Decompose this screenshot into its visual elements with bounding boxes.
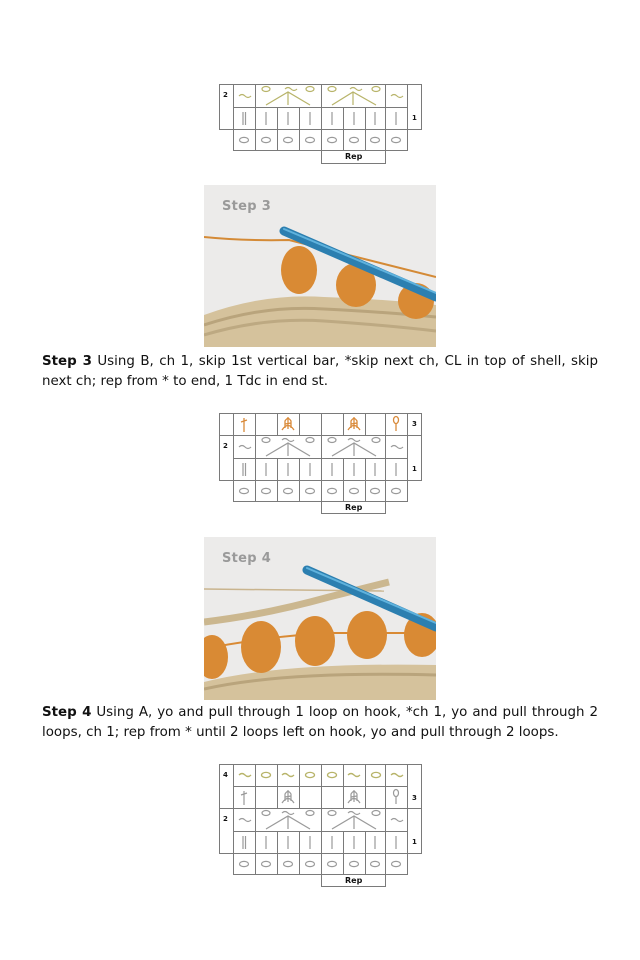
step-3-text: Using B, ch 1, skip 1st vertical bar, *skip next ch, CL in top of shell, skip next ch; rep from * to end, 1 Tdc in end st.: [42, 354, 598, 389]
step-4-text: Using A, yo and pull through 1 loop on hook, *ch 1, yo and pull through 2 loops, ch 1; rep from * until 2 loops left on hook, yo and pull through 2 loops.: [42, 705, 598, 740]
row-label-2: 2: [223, 815, 228, 823]
photo-step-label: Step 4: [222, 551, 272, 566]
step-3-heading: Step 3: [42, 354, 92, 369]
row-label-4: 4: [223, 771, 228, 779]
row-label-2: 2: [223, 442, 228, 450]
row-label-1: 1: [412, 114, 417, 122]
step-4-photo: [204, 537, 436, 700]
row-label-3: 3: [412, 420, 417, 428]
photo-step-label: Step 3: [222, 199, 272, 214]
step-3-photo: [204, 185, 436, 347]
repeat-label: Rep: [345, 876, 363, 885]
repeat-label: Rep: [345, 152, 363, 161]
stitch-chart-rows-1-3: [219, 413, 424, 517]
step-4-heading: Step 4: [42, 705, 92, 720]
repeat-label: Rep: [345, 503, 363, 512]
row-label-3: 3: [412, 794, 417, 802]
stitch-chart-rows-1-4: [219, 764, 424, 890]
row-label-2: 2: [223, 91, 228, 99]
step-3-instruction: [42, 352, 598, 392]
step-4-instruction: [42, 703, 598, 743]
row-label-1: 1: [412, 838, 417, 846]
row-label-1: 1: [412, 465, 417, 473]
stitch-chart-rows-1-2: [219, 84, 424, 166]
